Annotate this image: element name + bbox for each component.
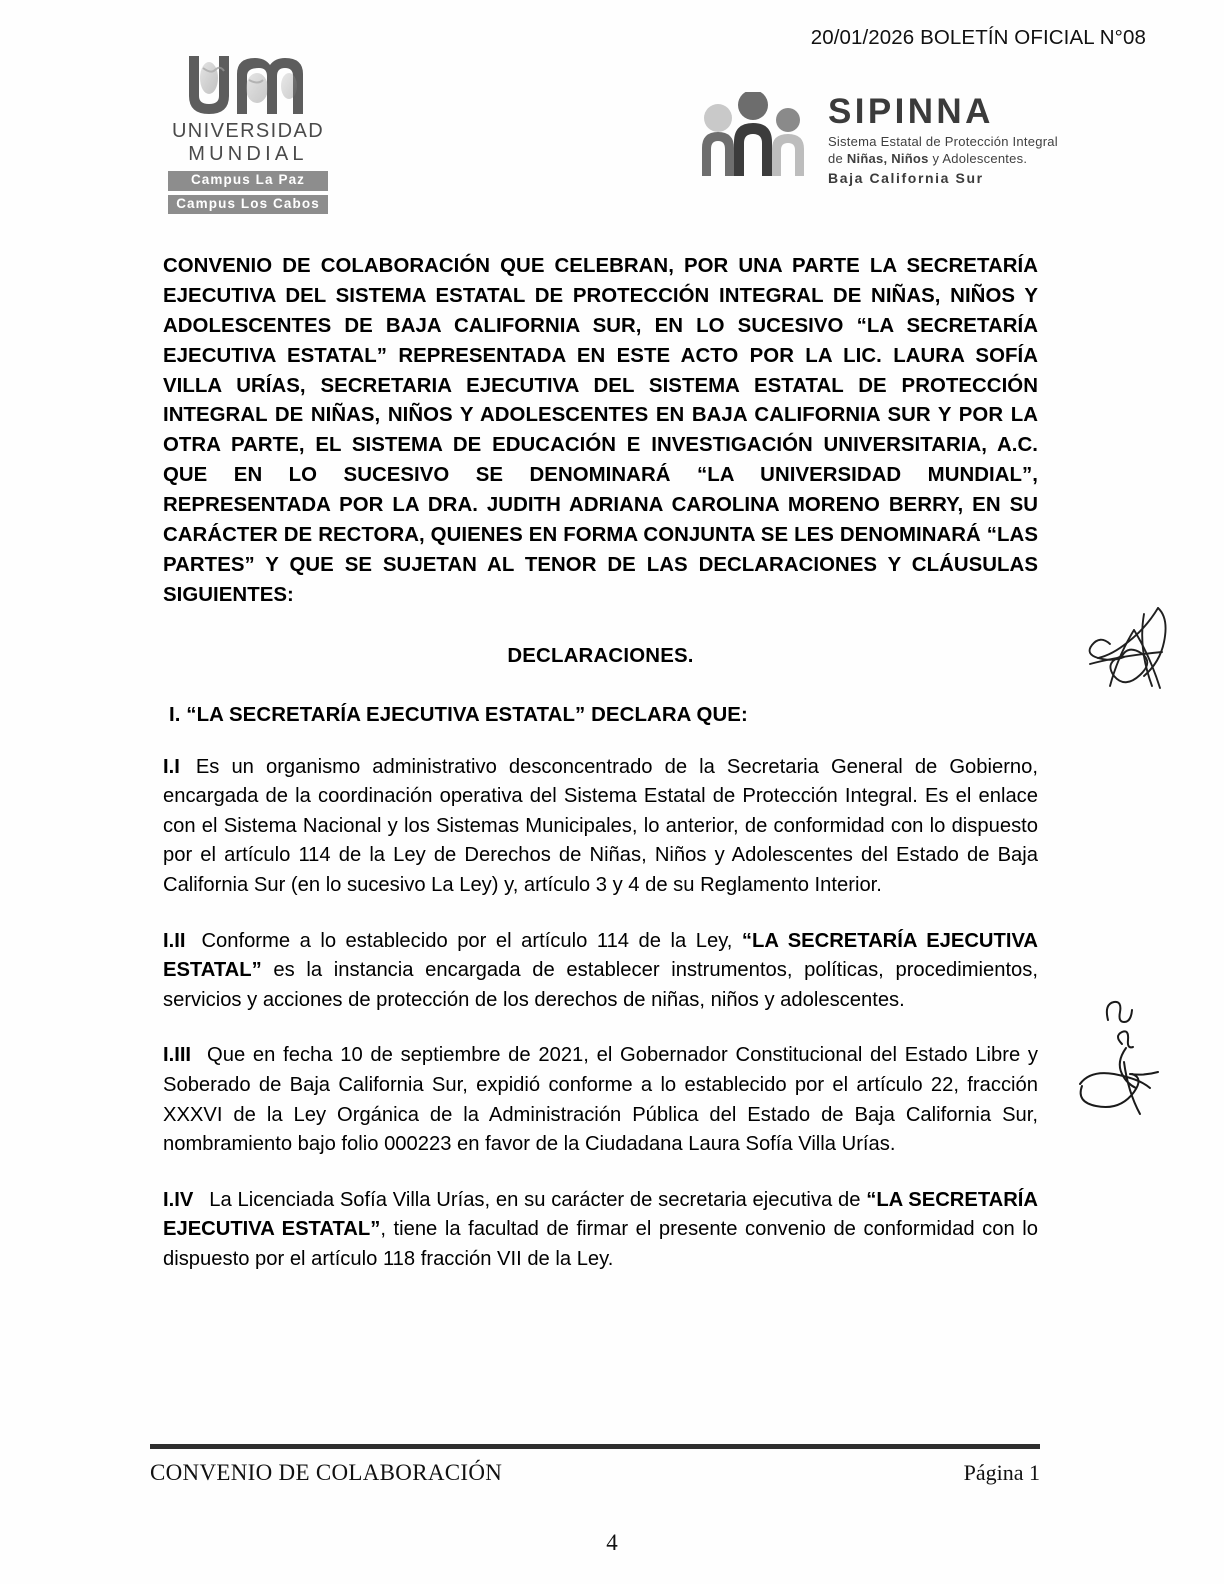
declaraciones-heading: DECLARACIONES. — [507, 644, 694, 667]
footer-divider — [150, 1444, 1040, 1449]
um-name-line-1: UNIVERSIDAD — [171, 120, 325, 142]
sipinna-subtitle-line-2-a: de — [828, 151, 847, 167]
clause-i-ii — [163, 927, 1038, 1016]
sipinna-subtitle-line-2 — [828, 150, 1058, 167]
clause-text-i-i: Es un organismo administrativo desconcentrado de la Secretaria General de Gobierno, encargada de la coordinación operativa del Sistema Estatal de Protección Integral. Es el enlace con el Sistema Nacional y los Sistemas Municipales, lo anterior, de conformidad con lo dispuesto por el artículo 114 de la Ley de Derechos de Niñas, Niños y Adolescentes del Estado de Baja California Sur (en lo sucesivo La Ley) y, artículo 3 y 4 de su Reglamento Interior. — [163, 755, 1038, 897]
footer-page-label: Página 1 — [963, 1460, 1040, 1485]
clause-text-i-ii-bold: “LA SECRETARÍA EJECUTIVA ESTATAL” — [163, 929, 1038, 982]
sipinna-subtitle-line-3: Baja California Sur — [828, 170, 984, 187]
clause-number-i-ii: I.II — [163, 929, 186, 952]
um-campus-los-cabos-band: Campus Los Cabos — [168, 195, 328, 214]
clause-text-i-ii-part1: Conforme a lo establecido por el artículo 114 de la Ley, — [201, 929, 742, 952]
clause-text-i-iv-part1: La Licenciada Sofía Villa Urías, en su carácter de secretaria ejecutiva de — [209, 1188, 867, 1211]
convenio-title-paragraph: CONVENIO DE COLABORACIÓN QUE CELEBRAN, POR UNA PARTE LA SECRETARÍA EJECUTIVA DEL SISTEMA ESTATAL DE PROTECCIÓN INTEGRAL DE NIÑAS, NIÑOS Y ADOLESCENTES DE BAJA CALIFORNIA SUR, EN LO SUCESIVO “LA SECRETARÍA EJECUTIVA ESTATAL” REPRESENTADA EN ESTE ACTO POR LA LIC. LAURA SOFÍA VILLA URÍAS, SECRETARIA EJECUTIVA DEL SISTEMA ESTATAL DE PROTECCIÓN INTEGRAL DE NIÑAS, NIÑOS Y ADOLESCENTES EN BAJA CALIFORNIA SUR Y POR LA OTRA PARTE, EL SISTEMA DE EDUCACIÓN E INVESTIGACIÓN UNIVERSITARIA, A.C. QUE EN LO SUCESIVO SE DENOMINARÁ “LA UNIVERSIDAD MUNDIAL”, REPRESENTADA POR LA DRA. JUDITH ADRIANA CAROLINA MORENO BERRY, EN SU CARÁCTER DE RECTORA, QUIENES EN FORMA CONJUNTA SE LES DENOMINARÁ “LAS PARTES” Y QUE SE SUJETAN AL TENOR DE LAS DECLARACIONES Y CLÁUSULAS SIGUIENTES: — [163, 255, 1038, 606]
clause-text-i-iv-bold: “LA SECRETARÍA EJECUTIVA ESTATAL” — [163, 1188, 1038, 1241]
sipinna-subtitle-line-2-b: Niñas, Niños — [846, 151, 929, 167]
document-body — [163, 252, 1038, 1275]
sipinna-logo — [694, 92, 1058, 188]
clause-text-i-iii: Que en fecha 10 de septiembre de 2021, el Gobernador Constitucional del Estado Libre y Soberado de Baja California Sur, expidió conforme a lo establecido por el artículo 22, fracción XXXVI de la Ley Orgánica de la Administración Pública del Estado de Baja California Sur, nombramiento bajo folio 000223 en favor de la Ciudadana Laura Sofía Villa Urías. — [163, 1044, 1038, 1156]
um-monogram-icon — [185, 52, 311, 118]
clause-i-i — [163, 753, 1038, 901]
signature-mark-upper — [1072, 592, 1192, 702]
signature-mark-lower — [1068, 988, 1198, 1123]
section-heading-i: I. “LA SECRETARÍA EJECUTIVA ESTATAL” DECLARA QUE: — [169, 703, 748, 726]
sipinna-family-figures-icon — [694, 92, 816, 183]
clause-text-i-ii-part2: es la instancia encargada de establecer instrumentos, políticas, procedimientos, servicios y acciones de protección de los derechos de niñas, niños y adolescentes. — [163, 959, 1038, 1011]
um-campus-la-paz-band: Campus La Paz — [168, 171, 328, 190]
footer-row — [150, 1460, 1040, 1486]
sipinna-subtitle-line-2-c: y Adolescentes. — [928, 151, 1028, 167]
clause-number-i-i: I.I — [163, 755, 180, 778]
universidad-mundial-logo — [168, 52, 328, 214]
page-footer — [150, 1444, 1040, 1486]
um-name-line-2: MUNDIAL — [188, 143, 308, 166]
clause-i-iii — [163, 1041, 1038, 1159]
footer-document-title: CONVENIO DE COLABORACIÓN — [150, 1460, 503, 1485]
scanned-page-number: 4 — [606, 1530, 618, 1555]
clause-i-iv — [163, 1186, 1038, 1275]
sipinna-wordmark: SIPINNA — [828, 92, 994, 131]
clause-number-i-iv: I.IV — [163, 1188, 194, 1211]
sipinna-subtitle-line-1: Sistema Estatal de Protección Integral — [828, 134, 1058, 149]
clause-number-i-iii: I.III — [163, 1044, 192, 1067]
clause-text-i-iv-part2: , tiene la facultad de firmar el presente convenio de conformidad con lo dispuesto por el artículo 118 fracción VII de la Ley. — [163, 1218, 1038, 1270]
bulletin-header-text: 20/01/2026 BOLETÍN OFICIAL N°08 — [810, 26, 1146, 49]
